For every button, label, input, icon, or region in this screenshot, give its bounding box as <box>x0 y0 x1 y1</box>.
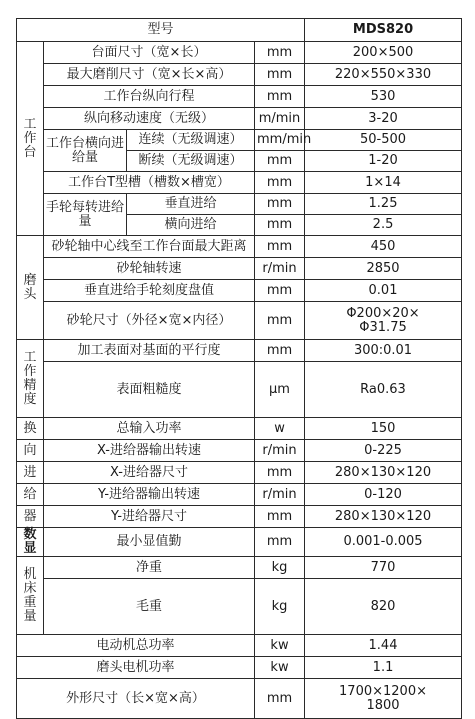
row-value: 530 <box>305 86 462 108</box>
group-feeder-4: 给 <box>17 484 44 506</box>
row-unit: mm <box>255 172 305 194</box>
row-subname: 断续（无级调速） <box>127 151 255 172</box>
row-unit: mm <box>255 506 305 528</box>
row-subname: 垂直进给 <box>127 194 255 215</box>
row-value: 0.001-0.005 <box>305 528 462 557</box>
group-label: 机 床 重 量 <box>23 566 37 624</box>
row-unit: mm <box>255 462 305 484</box>
row-unit: mm <box>255 340 305 362</box>
row-value: 0-225 <box>305 440 462 462</box>
group-table <box>17 42 44 236</box>
table-row <box>17 302 462 340</box>
row-unit: mm <box>255 86 305 108</box>
row-subname: 横向进给 <box>127 215 255 236</box>
group-label: 磨 头 <box>23 272 37 302</box>
row-name: 砂轮轴中心线至工作台面最大距离 <box>44 236 255 258</box>
group-label: 工 作 精 度 <box>23 349 37 407</box>
row-value: 820 <box>305 579 462 635</box>
row-value: 150 <box>305 418 462 440</box>
row-value: 280×130×120 <box>305 462 462 484</box>
row-name: 砂轮尺寸（外径×宽×内径） <box>44 302 255 340</box>
row-unit: mm <box>255 64 305 86</box>
group-label: 工 作 台 <box>23 116 37 160</box>
row-name: 最小显值勤 <box>44 528 255 557</box>
table-row <box>17 340 462 362</box>
table-row <box>17 462 462 484</box>
header-param: 型号 <box>17 19 305 42</box>
row-value: 770 <box>305 557 462 579</box>
table-row <box>17 528 462 557</box>
group-feeder-3: 进 <box>17 462 44 484</box>
row-unit: mm <box>255 215 305 236</box>
table-row <box>17 64 462 86</box>
table-row <box>17 108 462 130</box>
row-unit: m/min <box>255 108 305 130</box>
row-name: Y-进给器尺寸 <box>44 506 255 528</box>
row-value: 220×550×330 <box>305 64 462 86</box>
row-value: 1.25 <box>305 194 462 215</box>
table-row <box>17 86 462 108</box>
group-feeder-2: 向 <box>17 440 44 462</box>
row-unit: mm <box>255 679 305 719</box>
row-name: 加工表面对基面的平行度 <box>44 340 255 362</box>
row-unit: mm <box>255 236 305 258</box>
header-row <box>17 19 462 42</box>
group-weight <box>17 557 44 635</box>
row-unit: μm <box>255 362 305 418</box>
row-value-wheel: Φ200×20× Φ31.75 <box>305 302 462 340</box>
spec-table <box>16 18 462 719</box>
row-value: 0-120 <box>305 484 462 506</box>
row-name: 净重 <box>44 557 255 579</box>
table-row <box>17 484 462 506</box>
table-row <box>17 280 462 302</box>
row-unit: kg <box>255 557 305 579</box>
row-unit: mm <box>255 194 305 215</box>
group-feeder-5: 器 <box>17 506 44 528</box>
group-feeder-1: 换 <box>17 418 44 440</box>
table-row <box>17 440 462 462</box>
table-row <box>17 362 462 418</box>
group-display: 数显 <box>17 528 44 557</box>
row-name: 工作台T型槽（槽数×槽宽） <box>44 172 255 194</box>
row-unit: r/min <box>255 440 305 462</box>
row-value: 1-20 <box>305 151 462 172</box>
row-unit: kw <box>255 657 305 679</box>
header-model: MDS820 <box>305 19 462 42</box>
row-value: 200×500 <box>305 42 462 64</box>
table-row <box>17 679 462 719</box>
table-row <box>17 258 462 280</box>
row-unit: r/min <box>255 484 305 506</box>
row-value: 280×130×120 <box>305 506 462 528</box>
table-row <box>17 557 462 579</box>
row-name: 外形尺寸（长×宽×高） <box>17 679 255 719</box>
table-row <box>17 172 462 194</box>
group-head <box>17 236 44 340</box>
row-value: 1.44 <box>305 635 462 657</box>
row-unit: mm <box>255 42 305 64</box>
table-row <box>17 236 462 258</box>
row-name: 台面尺寸（宽×长） <box>44 42 255 64</box>
row-name: 最大磨削尺寸（宽×长×高） <box>44 64 255 86</box>
row-unit: mm <box>255 528 305 557</box>
row-name: 工作台纵向行程 <box>44 86 255 108</box>
table-row <box>17 418 462 440</box>
row-value: 1×14 <box>305 172 462 194</box>
row-name-hand-feed: 手轮每转进给 量 <box>44 194 127 236</box>
row-unit: kg <box>255 579 305 635</box>
row-value: 1.1 <box>305 657 462 679</box>
row-value: 2850 <box>305 258 462 280</box>
row-name: 毛重 <box>44 579 255 635</box>
spec-sheet <box>16 18 461 713</box>
row-value-dimensions: 1700×1200× 1800 <box>305 679 462 719</box>
row-name-cross-feed: 工作台横向进 给量 <box>44 130 127 172</box>
row-value: 50-500 <box>305 130 462 151</box>
row-unit: mm/min <box>255 130 305 151</box>
table-row <box>17 506 462 528</box>
row-unit: mm <box>255 151 305 172</box>
row-name: 总输入功率 <box>44 418 255 440</box>
row-name: 垂直进给手轮刻度盘值 <box>44 280 255 302</box>
table-row <box>17 194 462 215</box>
row-name: 磨头电机功率 <box>17 657 255 679</box>
row-unit: mm <box>255 280 305 302</box>
row-name: 表面粗糙度 <box>44 362 255 418</box>
group-precision <box>17 340 44 418</box>
row-subname: 连续（无级调速） <box>127 130 255 151</box>
row-name: Y-进给器输出转速 <box>44 484 255 506</box>
row-name: X-进给器尺寸 <box>44 462 255 484</box>
row-value: Ra0.63 <box>305 362 462 418</box>
row-name: 砂轮轴转速 <box>44 258 255 280</box>
row-name: 电动机总功率 <box>17 635 255 657</box>
table-row <box>17 579 462 635</box>
row-unit: kw <box>255 635 305 657</box>
row-name: X-进给器输出转速 <box>44 440 255 462</box>
row-unit: mm <box>255 302 305 340</box>
row-value: 450 <box>305 236 462 258</box>
table-row <box>17 657 462 679</box>
row-value: 300:0.01 <box>305 340 462 362</box>
row-unit: w <box>255 418 305 440</box>
table-row <box>17 635 462 657</box>
row-value: 2.5 <box>305 215 462 236</box>
row-name: 纵向移动速度（无级） <box>44 108 255 130</box>
row-value: 0.01 <box>305 280 462 302</box>
row-value: 3-20 <box>305 108 462 130</box>
table-row <box>17 130 462 151</box>
table-row <box>17 42 462 64</box>
row-unit: r/min <box>255 258 305 280</box>
